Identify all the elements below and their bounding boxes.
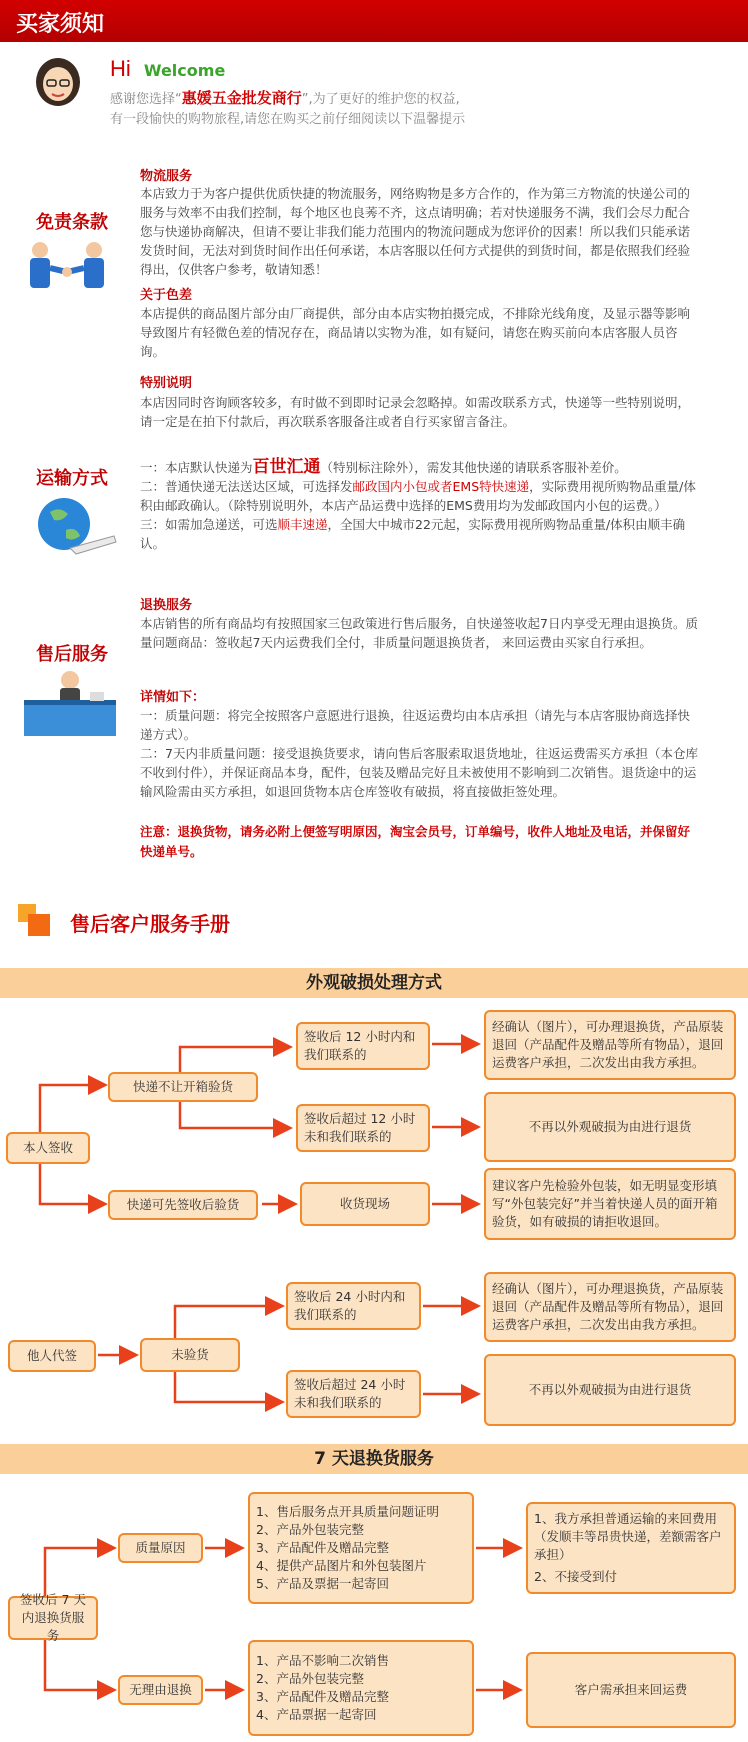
flow1-band: 外观破损处理方式 [0, 968, 748, 998]
over12-box: 签收后超过 12 小时未和我们联系的 [296, 1104, 430, 1152]
carrier-name: 百世汇通 [252, 457, 321, 477]
res-no2-box: 不再以外观破损为由进行退货 [484, 1354, 736, 1426]
list-item: 5、产品及票据一起寄回 [256, 1576, 389, 1591]
manual-title: 售后客户服务手册 [70, 912, 230, 936]
shop-name: 惠媛五金批发商行 [181, 89, 302, 107]
welcome-text: Welcome [143, 61, 226, 80]
list-item: 1、产品不影响二次销售 [256, 1653, 389, 1668]
list-item: 2、产品外包装完整 [256, 1522, 364, 1537]
noreason-box: 无理由退换 [118, 1675, 203, 1705]
aftersale-title: 售后服务 [36, 644, 108, 665]
noreason-list-box [248, 1640, 474, 1736]
self-sign-box: 本人签收 [6, 1132, 90, 1164]
header-title: 买家须知 [16, 12, 105, 37]
detail-title: 详情如下： [140, 690, 206, 705]
list-item: 4、产品票据一起寄回 [256, 1707, 377, 1722]
shipping-text: 一：本店默认快递为百世汇通（特别标注除外），需发其他快递的请联系客服补差价。 二：普通快递无法送达区域，可选择发邮政国内小包或者EMS特快速递，实际费用视所购物品重量/体积由邮政确认。（除特别说明外，本店产品运费中选择的EMS费用均为发邮政国内小包的运费。） 三：如需加急递送，可选顺丰速递，全国大中城市22元起，实际费用视所购物品重量/体积由顺丰确认。 [140, 457, 696, 551]
disclaimer-title: 免责条款 [36, 212, 108, 233]
logistics-title: 物流服务 [140, 169, 193, 184]
onsite-box: 收货现场 [300, 1182, 430, 1226]
note-text: 注意：退换货物，请务必附上便签写明原因，淘宝会员号，订单编号，收件人地址及电话，并保留好快递单号。 [140, 824, 691, 859]
quality-result-box [526, 1502, 736, 1594]
quality-list-box [248, 1492, 474, 1604]
quality-box: 质量原因 [118, 1533, 203, 1563]
res-no-box: 不再以外观破损为由进行退货 [484, 1092, 736, 1162]
special-title: 特别说明 [140, 376, 193, 391]
within24-box: 签收后 24 小时内和我们联系的 [286, 1282, 421, 1330]
detail-1: 一：质量问题：将完全按照客户意愿进行退换，往返运费均由本店承担（请先与本店客服协商选择快递方式）。 [140, 708, 691, 742]
res-onsite-box: 建议客户先检验外包装，如无明显变形填写“外包装完好”并当着快递人员的面开箱验货，如有破损的请拒收退回。 [484, 1168, 736, 1240]
noreason-result-box: 客户需承担来回运费 [526, 1652, 736, 1728]
color-title: 关于色差 [140, 288, 193, 303]
start-box: 签收后 7 天内退换货服务 [8, 1596, 98, 1640]
list-item: 4、提供产品图片和外包装图片 [256, 1558, 427, 1573]
flow2-band: 7 天退换货服务 [0, 1444, 748, 1474]
logistics-text: 本店致力于为客户提供优质快捷的物流服务，网络购物是多方合作的，作为第三方物流的快递公司的服务与效率不由我们控制，每个地区也良莠不齐，这点请明确；若对快递服务不满，我们会尽力配合您与快递协商解决，但请不要让非我们能力范围内的物流问题成为您评价的因素！所以我们只能承诺发货时间，无法对到货时间作出任何承诺，本店客服以任何方式提供的到货时间，都是依照我们经验得出，仅供客户参考，敬请知悉！ [140, 186, 691, 277]
return-text: 本店销售的所有商品均有按照国家三包政策进行售后服务，自快递签收起7日内享受无理由退换货。质量问题商品：签收起7天内运费我们全付，非质量问题退换货者， 来回运费由买家自行承担。 [140, 616, 698, 650]
list-item: 2、产品外包装完整 [256, 1671, 364, 1686]
quality-result-2: 2、不接受到付 [534, 1569, 617, 1584]
list-item: 1、售后服务点开具质量问题证明 [256, 1504, 439, 1519]
over24-box: 签收后超过 24 小时未和我们联系的 [286, 1370, 421, 1418]
quality-result-1: 1、我方承担普通运输的来回费用（发顺丰等昂贵快递，差额需客户承担） [534, 1511, 722, 1562]
hi-text: Hi [110, 56, 131, 81]
res-ok2-box: 经确认（图片），可办理退换货，产品原装退回（产品配件及赠品等所有物品），退回运费客户承担，二次发出由我方承担。 [484, 1272, 736, 1342]
detail-2: 二：7天内非质量问题：接受退换货要求，请向售后客服索取退货地址，往返运费需买方承担（本仓库不收到付件），并保证商品本身，配件，包装及赠品完好且未被使用不影响到二次销售。退货途中的运输风险需由买方承担，如退回货物本店仓库签收有破损，将直接做拒签处理。 [140, 746, 698, 799]
list-item: 3、产品配件及赠品完整 [256, 1540, 389, 1555]
list-item: 3、产品配件及赠品完整 [256, 1689, 389, 1704]
special-text: 本店因同时咨询顾客较多，有时做不到即时记录会忽略掉。如需改联系方式，快递等一些特别说明，请一定是在拍下付款后，再次联系客服备注或者自行买家留言备注。 [140, 395, 691, 429]
within12-box: 签收后 12 小时内和我们联系的 [296, 1022, 430, 1070]
no-open-box: 快递不让开箱验货 [108, 1072, 258, 1102]
intro-text: 感谢您选择“惠媛五金批发商行”,为了更好的维护您的权益, 有一段愉快的购物旅程,请您在购买之前仔细阅读以下温馨提示 [110, 89, 466, 127]
color-text: 本店提供的商品图片部分由厂商提供，部分由本店实物拍摄完成，不排除光线角度，及显示器等影响导致图片有轻微色差的情况存在，商品请以实物为准，如有疑问，请您在购买前向本店客服人员咨询。 [140, 306, 691, 359]
res-ok-box: 经确认（图片），可办理退换货，产品原装退回（产品配件及赠品等所有物品），退回运费客户承担，二次发出由我方承担。 [484, 1010, 736, 1080]
can-open-box: 快递可先签收后验货 [108, 1190, 258, 1220]
no-check-box: 未验货 [140, 1338, 240, 1372]
shipping-title: 运输方式 [36, 468, 108, 489]
return-title: 退换服务 [140, 598, 193, 613]
other-sign-box: 他人代签 [8, 1340, 96, 1372]
